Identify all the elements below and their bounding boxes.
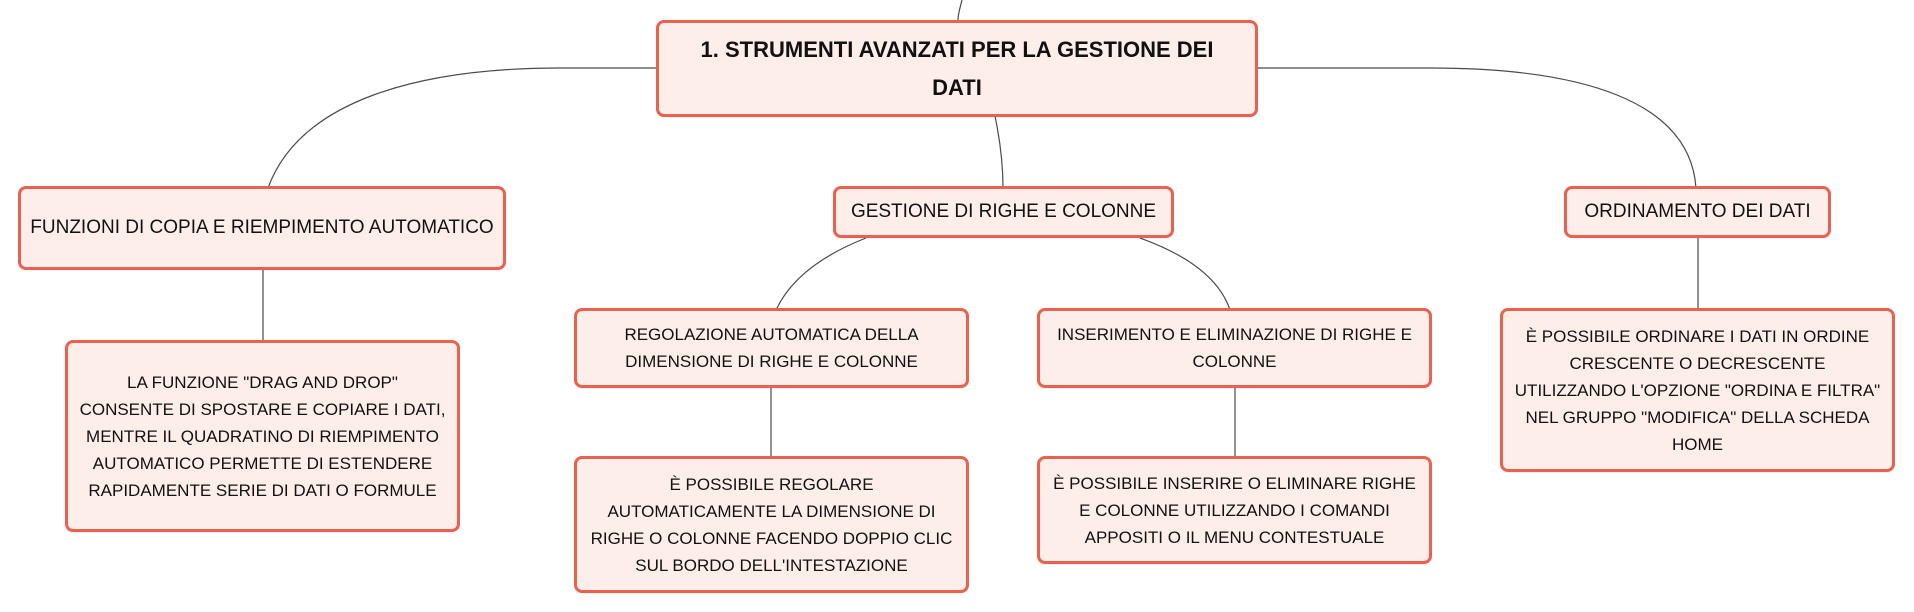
connector-rows-to-insert <box>1140 238 1230 310</box>
detail-sort-data[interactable] <box>1500 308 1895 472</box>
detail-insert-delete[interactable] <box>1037 456 1432 564</box>
detail-autofit[interactable] <box>574 456 969 593</box>
detail-autofit-text: È POSSIBILE REGOLARE AUTOMATICAMENTE LA DIMENSIONE DI RIGHE O COLONNE FACENDO DOPPIO CLIC SUL BORDO DELL'INTESTAZIONE <box>590 474 953 575</box>
topic-rows-columns[interactable] <box>833 186 1174 238</box>
connector-parent-root <box>958 0 962 20</box>
root-topic-label: 1. STRUMENTI AVANZATI PER LA GESTIONE DEI DATI <box>700 36 1214 100</box>
subtopic-insert-delete-label: INSERIMENTO E ELIMINAZIONE DI RIGHE E COLONNE <box>1057 325 1412 371</box>
connector-rows-to-autofit <box>776 238 866 310</box>
detail-copy-autofill[interactable] <box>65 340 460 532</box>
connector-root-to-copy <box>268 68 656 188</box>
detail-copy-autofill-text: LA FUNZIONE "DRAG AND DROP" CONSENTE DI SPOSTARE E COPIARE I DATI, MENTRE IL QUADRATINO DI RIEMPIMENTO AUTOMATICO PERMETTE DI ESTENDERE RAPIDAMENTE SERIE DI DATI O FORMULE <box>79 372 446 500</box>
root-topic[interactable] <box>656 20 1258 117</box>
subtopic-autofit-label: REGOLAZIONE AUTOMATICA DELLA DIMENSIONE DI RIGHE E COLONNE <box>624 325 919 371</box>
topic-sort-data-label: ORDINAMENTO DEI DATI <box>1584 201 1811 222</box>
topic-copy-autofill-label: FUNZIONI DI COPIA E RIEMPIMENTO AUTOMATICO <box>30 217 494 238</box>
topic-copy-autofill[interactable] <box>18 186 506 270</box>
subtopic-autofit[interactable] <box>574 308 969 388</box>
topic-rows-columns-label: GESTIONE DI RIGHE E COLONNE <box>850 201 1157 222</box>
subtopic-insert-delete[interactable] <box>1037 308 1432 388</box>
detail-insert-delete-text: È POSSIBILE INSERIRE O ELIMINARE RIGHE E COLONNE UTILIZZANDO I COMANDI APPOSITI O IL MENU CONTESTUALE <box>1053 473 1416 547</box>
connector-root-to-rows <box>995 116 1003 188</box>
connector-root-to-sort <box>1256 68 1696 188</box>
detail-sort-data-text: È POSSIBILE ORDINARE I DATI IN ORDINE CRESCENTE O DECRESCENTE UTILIZZANDO L'OPZIONE "ORDINA E FILTRA" NEL GRUPPO "MODIFICA" DELLA SCHEDA HOME <box>1514 326 1881 454</box>
topic-sort-data[interactable] <box>1564 186 1831 238</box>
